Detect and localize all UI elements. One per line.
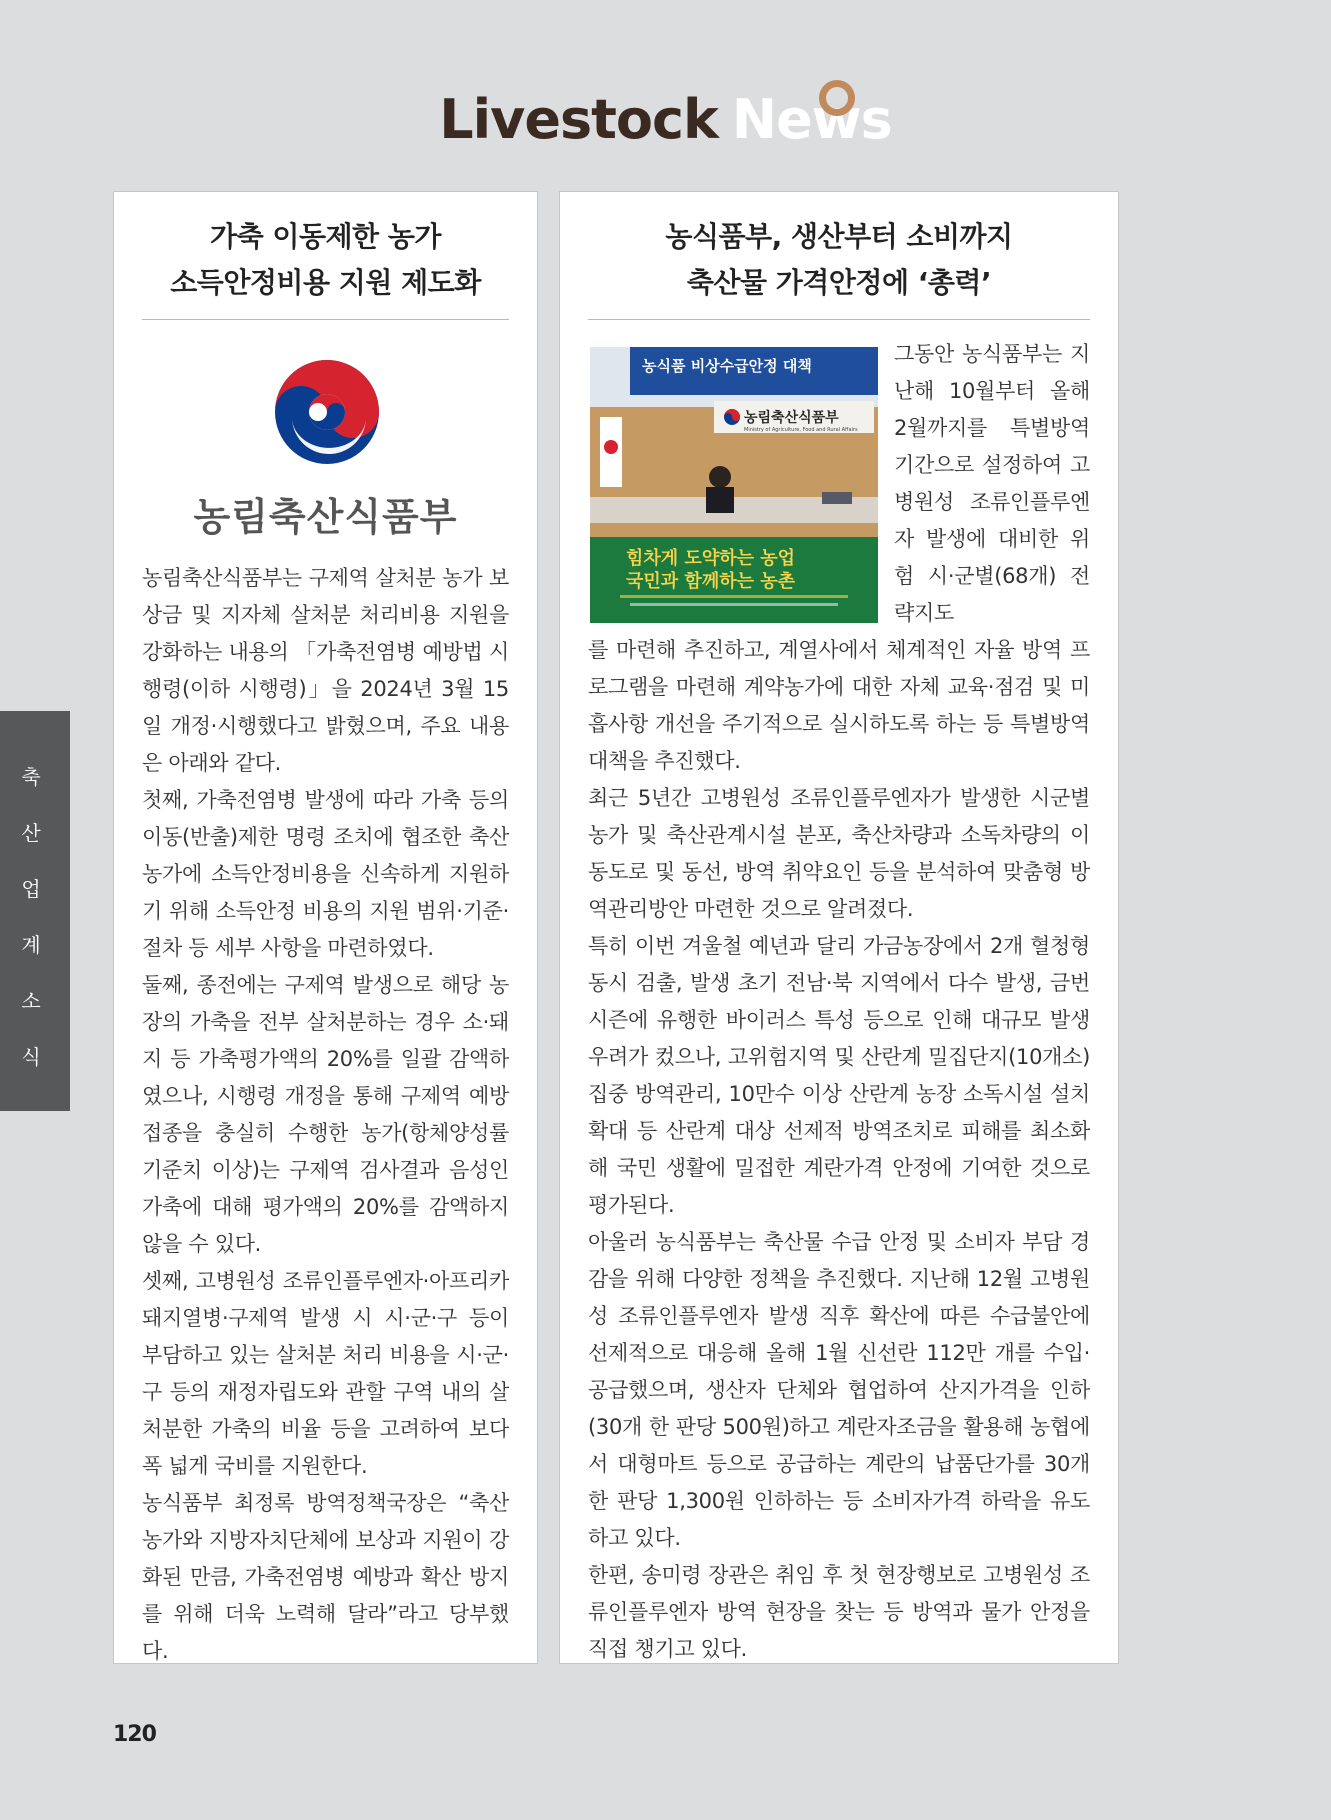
right-title-line1: 농식품부, 생산부터 소비까지 — [665, 220, 1013, 253]
page-header — [0, 88, 1331, 168]
side-tab-char: 식 — [21, 1045, 41, 1069]
article-paragraph: 그동안 농식품부는 지난해 10월부터 올해 2월까지를 특별방역기간으로 설정하여 고병원성 조류인플루엔자 발생에 대비한 위험 시·군별(68개) 전략지도 — [894, 342, 1090, 625]
article-paragraph: 아울러 농식품부는 축산물 수급 안정 및 소비자 부담 경감을 위해 다양한 정책을 추진했다. 지난해 12월 고병원성 조류인플루엔자 발생 직후 확산에 따른 수급불안에 선제적으로 대응해 올해 1월 신선란 112만 개를 수입·공급했으며, 생산자 단체와 협업하여 산지가격을 인하(30개 한 판당 500원)하고 계란자조금을 활용해 농협에서 대형마트 등으로 공급하는 계란의 납품단가를 30개 한 판당 1,300원 인하하는 등 소비자가격 하락을 유도하고 있다. — [588, 1230, 1090, 1550]
article-paragraph: 첫째, 가축전염병 발생에 따라 가축 등의 이동(반출)제한 명령 조치에 협조한 축산농가에 소득안정비용을 신속하게 지원하기 위해 소득안정 비용의 지원 범위·기준·절차 등 세부 사항을 마련하였다. — [142, 788, 509, 960]
header-word-news: News — [731, 88, 892, 151]
article-paragraph: 둘째, 종전에는 구제역 발생으로 해당 농장의 가축을 전부 살처분하는 경우 소·돼지 등 가축평가액의 20%를 일괄 감액하였으나, 시행령 개정을 통해 구제역 예방접종을 충실히 수행한 농가(항체양성률 기준치 이상)는 구제역 검사결과 음성인 가축에 대해 평가액의 20%를 감액하지 않을 수 있다. — [142, 973, 509, 1256]
left-article-title — [114, 214, 537, 306]
side-tab-char: 업 — [21, 877, 41, 901]
article-paragraph: 특히 이번 겨울철 예년과 달리 가금농장에서 2개 혈청형 동시 검출, 발생 초기 전남·북 지역에서 다수 발생, 금번 시즌에 유행한 바이러스 특성 등으로 인해 대규모 발생 우려가 컸으나, 고위험지역 및 산란계 밀집단지(10개소) 집중 방역관리, 10만수 이상 산란계 농장 소독시설 설치 확대 등 산란계 대상 선제적 방역조치로 피해를 최소화해 국민 생활에 밀접한 계란가격 안정에 기여한 것으로 평가된다. — [588, 934, 1090, 1217]
left-title-line2: 소득안정비용 지원 제도화 — [170, 266, 481, 299]
right-title-line2: 축산물 가격안정에 ‘총력’ — [686, 266, 992, 299]
left-article-body — [142, 560, 509, 1670]
right-article-title — [560, 214, 1118, 306]
title-divider — [142, 319, 509, 320]
article-paragraph: 농림축산식품부는 구제역 살처분 농가 보상금 및 지자체 살처분 처리비용 지원을 강화하는 내용의 「가축전염병 예방법 시행령(이하 시행령)」을 2024년 3월 15일 개정·시행했다고 밝혔으며, 주요 내용은 아래와 같다. — [142, 566, 509, 775]
photo-wall-sign-en-text: Ministry of Agriculture, Food and Rural Affairs — [744, 427, 858, 433]
side-tab-char: 계 — [21, 933, 41, 957]
photo-bottom-banner-line1: 힘차게 도약하는 농업 — [626, 548, 796, 569]
side-tab-char: 산 — [21, 821, 41, 845]
side-tab-char: 축 — [21, 765, 41, 789]
header-word-livestock: Livestock — [439, 88, 718, 151]
left-article-card — [113, 191, 538, 1664]
article-paragraph: 를 마련해 추진하고, 계열사에서 체계적인 자율 방역 프로그램을 마련해 계약농가에 대한 자체 교육·점검 및 미흡사항 개선을 주기적으로 실시하도록 하는 등 특별방역대책을 추진했다. — [588, 638, 1090, 773]
article-paragraph: 농식품부 최정록 방역정책국장은 “축산농가와 지방자치단체에 보상과 지원이 강화된 만큼, 가축전염병 예방과 확산 방지를 위해 더욱 노력해 달라”라고 당부했다. — [142, 1491, 509, 1663]
right-article-lead — [894, 336, 1090, 632]
page-number: 120 — [113, 1722, 156, 1747]
section-side-tab — [0, 711, 70, 1111]
title-divider — [588, 319, 1090, 320]
side-tab-char: 소 — [21, 989, 41, 1013]
press-briefing-photo — [590, 347, 878, 623]
right-article-body — [588, 632, 1090, 1668]
briefing-scene-image — [590, 347, 878, 623]
article-paragraph: 셋째, 고병원성 조류인플루엔자·아프리카돼지열병·구제역 발생 시 시·군·구 등이 부담하고 있는 살처분 처리 비용을 시·군·구 등의 재정자립도와 관할 구역 내의 살처분한 가축의 비율 등을 고려하여 보다 폭 넓게 국비를 지원한다. — [142, 1269, 509, 1478]
government-taegeuk-logo-icon — [272, 357, 382, 467]
left-title-line1: 가축 이동제한 농가 — [210, 220, 441, 253]
right-article-card — [559, 191, 1119, 1664]
ministry-logo-caption: 농림축산식품부 — [193, 495, 458, 539]
photo-top-banner-text: 농식품 비상수급안정 대책 — [642, 357, 812, 375]
photo-bottom-banner-line2: 국민과 함께하는 농촌 — [626, 571, 796, 592]
article-paragraph: 최근 5년간 고병원성 조류인플루엔자가 발생한 시군별 농가 및 축산관계시설 분포, 축산차량과 소독차량의 이동도로 및 동선, 방역 취약요인 등을 분석하여 맞춤형 방역관리방안 마련한 것으로 알려졌다. — [588, 786, 1090, 921]
header-ring-icon — [819, 80, 855, 116]
photo-wall-sign-text: 농림축산식품부 — [744, 410, 839, 426]
article-paragraph: 한편, 송미령 장관은 취임 후 첫 현장행보로 고병원성 조류인플루엔자 방역 현장을 찾는 등 방역과 물가 안정을 직접 챙기고 있다. — [588, 1563, 1090, 1661]
